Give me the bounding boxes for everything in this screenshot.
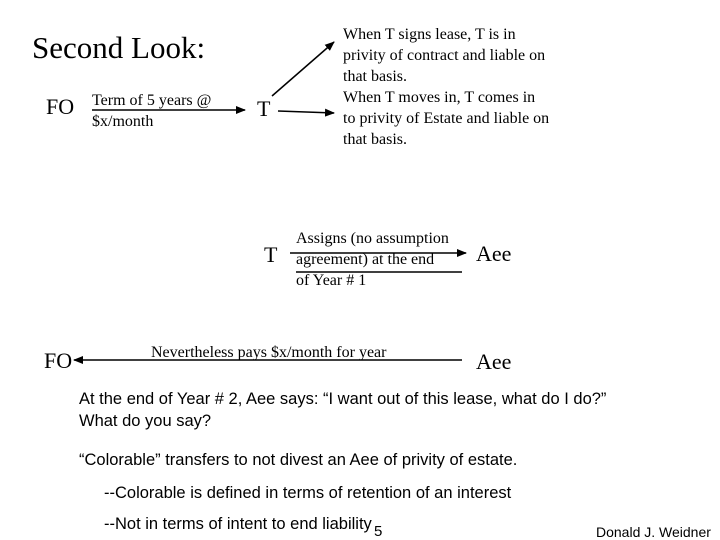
assign-line-3: of Year # 1 [296,272,367,289]
colorable-line: “Colorable” transfers to not divest an Aee of privity of estate. [79,451,518,469]
slide-title: Second Look: [32,30,206,65]
privity-line-4: When T moves in, T comes in [343,89,536,106]
privity-line-1: When T signs lease, T is in [343,26,516,43]
assign-line-1: Assigns (no assumption [296,230,449,247]
assign-line-2: agreement) at the end [296,251,435,268]
privity-line-5: to privity of Estate and liable on [343,110,550,127]
fo-label-bottom: FO [44,348,73,373]
aee-label-mid: Aee [476,241,512,266]
tenant-to-estate-privity-arrow [278,111,334,113]
question-line-2: What do you say? [79,412,212,430]
defined-line: --Colorable is defined in terms of retention of an interest [104,484,512,502]
nevertheless-note: Nevertheless pays $x/month for year [151,344,387,361]
question-line-1: At the end of Year # 2, Aee says: “I want out of this lease, what do I do?” [79,390,607,408]
tenant-to-contract-privity-arrow [272,42,334,96]
page-number: 5 [374,523,383,540]
privity-line-2: privity of contract and liable on [343,47,546,64]
tenant-label-top: T [257,96,271,121]
not-intent-line: --Not in terms of intent to end liability [104,515,372,533]
lease-term-line-1: Term of 5 years @ [92,92,212,109]
lease-term-line-2: $x/month [92,113,154,130]
fo-label-top: FO [46,94,75,119]
privity-line-6: that basis. [343,131,407,148]
aee-label-bottom: Aee [476,349,512,374]
tenant-label-mid: T [264,242,278,267]
author-name: Donald J. Weidner [596,524,711,540]
privity-line-3: that basis. [343,68,407,85]
